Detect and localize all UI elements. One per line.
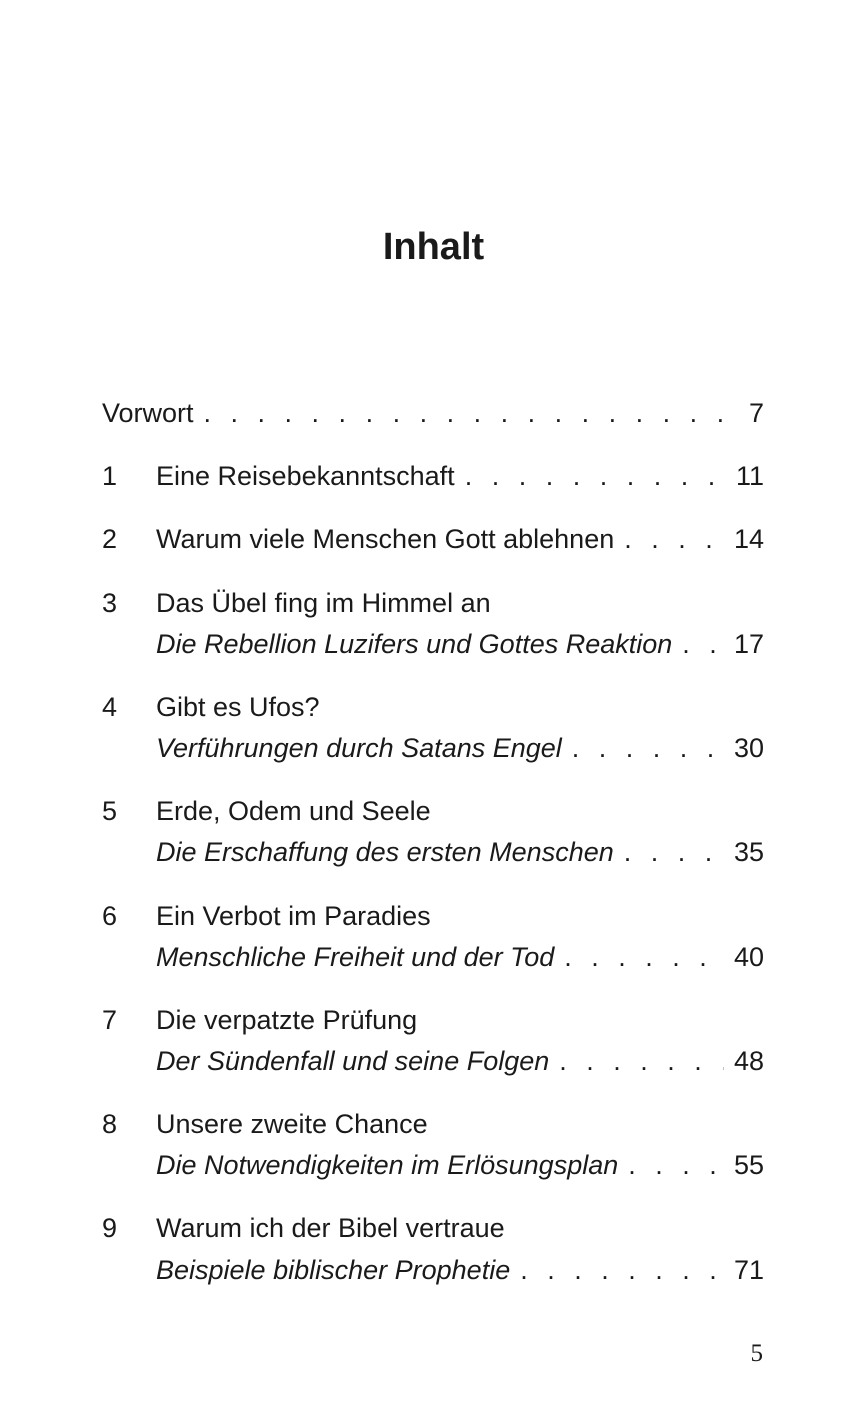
dot-leader	[465, 459, 726, 493]
chapter-number: 7	[102, 1005, 118, 1035]
page-number: 5	[750, 1340, 763, 1367]
toc-page-number: 71	[733, 1255, 764, 1285]
toc-entry-2	[102, 522, 764, 556]
toc-page-number: 35	[733, 837, 764, 867]
toc-entry-vorwort	[102, 396, 764, 430]
toc-entry-3-subtitle	[102, 627, 764, 661]
dot-leader	[204, 396, 739, 430]
toc-entry-subtitle: Die Notwendigkeiten im Erlösungsplan	[156, 1150, 619, 1180]
toc-entry-8	[102, 1107, 764, 1141]
chapter-number: 3	[102, 588, 118, 618]
chapter-number: 2	[102, 524, 118, 554]
chapter-number: 1	[102, 461, 118, 491]
toc-entry-subtitle: Die Erschaffung des ersten Menschen	[156, 837, 614, 867]
toc-entry-title: Eine Reisebekanntschaft	[156, 461, 455, 491]
toc-entry-6	[102, 899, 764, 933]
toc-entry-6-subtitle	[102, 940, 764, 974]
toc-entry-7-subtitle	[102, 1044, 764, 1078]
chapter-number: 4	[102, 692, 118, 722]
chapter-number: 8	[102, 1109, 118, 1139]
toc-entry-title: Die verpatzte Prüfung	[156, 1005, 418, 1035]
toc-entry-subtitle: Die Rebellion Luzifers und Gottes Reaktion	[156, 629, 673, 659]
dot-leader	[520, 1253, 724, 1287]
toc-page-number: 55	[733, 1150, 764, 1180]
chapter-number: 9	[102, 1213, 118, 1243]
toc-entry-4-subtitle	[102, 731, 764, 765]
toc-entry-9	[102, 1211, 764, 1245]
toc-entry-9-subtitle	[102, 1253, 764, 1287]
dot-leader	[624, 835, 724, 869]
dot-leader	[564, 940, 724, 974]
toc-page-number: 11	[735, 461, 764, 491]
page-title: Inhalt	[382, 226, 485, 268]
toc-page-number: 48	[733, 1046, 764, 1076]
toc-entry-subtitle: Beispiele biblischer Prophetie	[156, 1255, 511, 1285]
toc-entry-subtitle: Der Sündenfall und seine Folgen	[156, 1046, 550, 1076]
toc-entry-5-subtitle	[102, 835, 764, 869]
toc-entry-5	[102, 794, 764, 828]
toc-entry-subtitle: Menschliche Freiheit und der Tod	[156, 942, 555, 972]
toc-entry-title: Vorwort	[102, 398, 194, 428]
toc-page-number: 30	[733, 733, 764, 763]
chapter-number: 5	[102, 796, 118, 826]
toc-entry-1	[102, 459, 764, 493]
toc-entry-4	[102, 690, 764, 724]
toc-entry-title: Warum viele Menschen Gott ablehnen	[156, 524, 615, 554]
toc-entry-title: Unsere zweite Chance	[156, 1109, 428, 1139]
toc-entry-subtitle: Verführungen durch Satans Engel	[156, 733, 562, 763]
toc-entry-3	[102, 586, 764, 620]
dot-leader	[572, 731, 724, 765]
chapter-number: 6	[102, 901, 118, 931]
toc-page-number: 14	[733, 524, 764, 554]
toc-page-number: 40	[733, 942, 764, 972]
toc-entry-title: Das Übel fing im Himmel an	[156, 588, 491, 618]
toc-page-number: 17	[733, 629, 764, 659]
dot-leader	[559, 1044, 724, 1078]
toc-entry-title: Erde, Odem und Seele	[156, 796, 431, 826]
dot-leader	[628, 1148, 724, 1182]
toc-entry-title: Warum ich der Bibel vertraue	[156, 1213, 505, 1243]
toc-entry-8-subtitle	[102, 1148, 764, 1182]
dot-leader	[682, 627, 724, 661]
toc-entry-7	[102, 1003, 764, 1037]
toc-entry-title: Gibt es Ufos?	[156, 692, 320, 722]
toc-page-number: 7	[748, 398, 764, 428]
dot-leader	[624, 522, 724, 556]
toc-entry-title: Ein Verbot im Paradies	[156, 901, 431, 931]
